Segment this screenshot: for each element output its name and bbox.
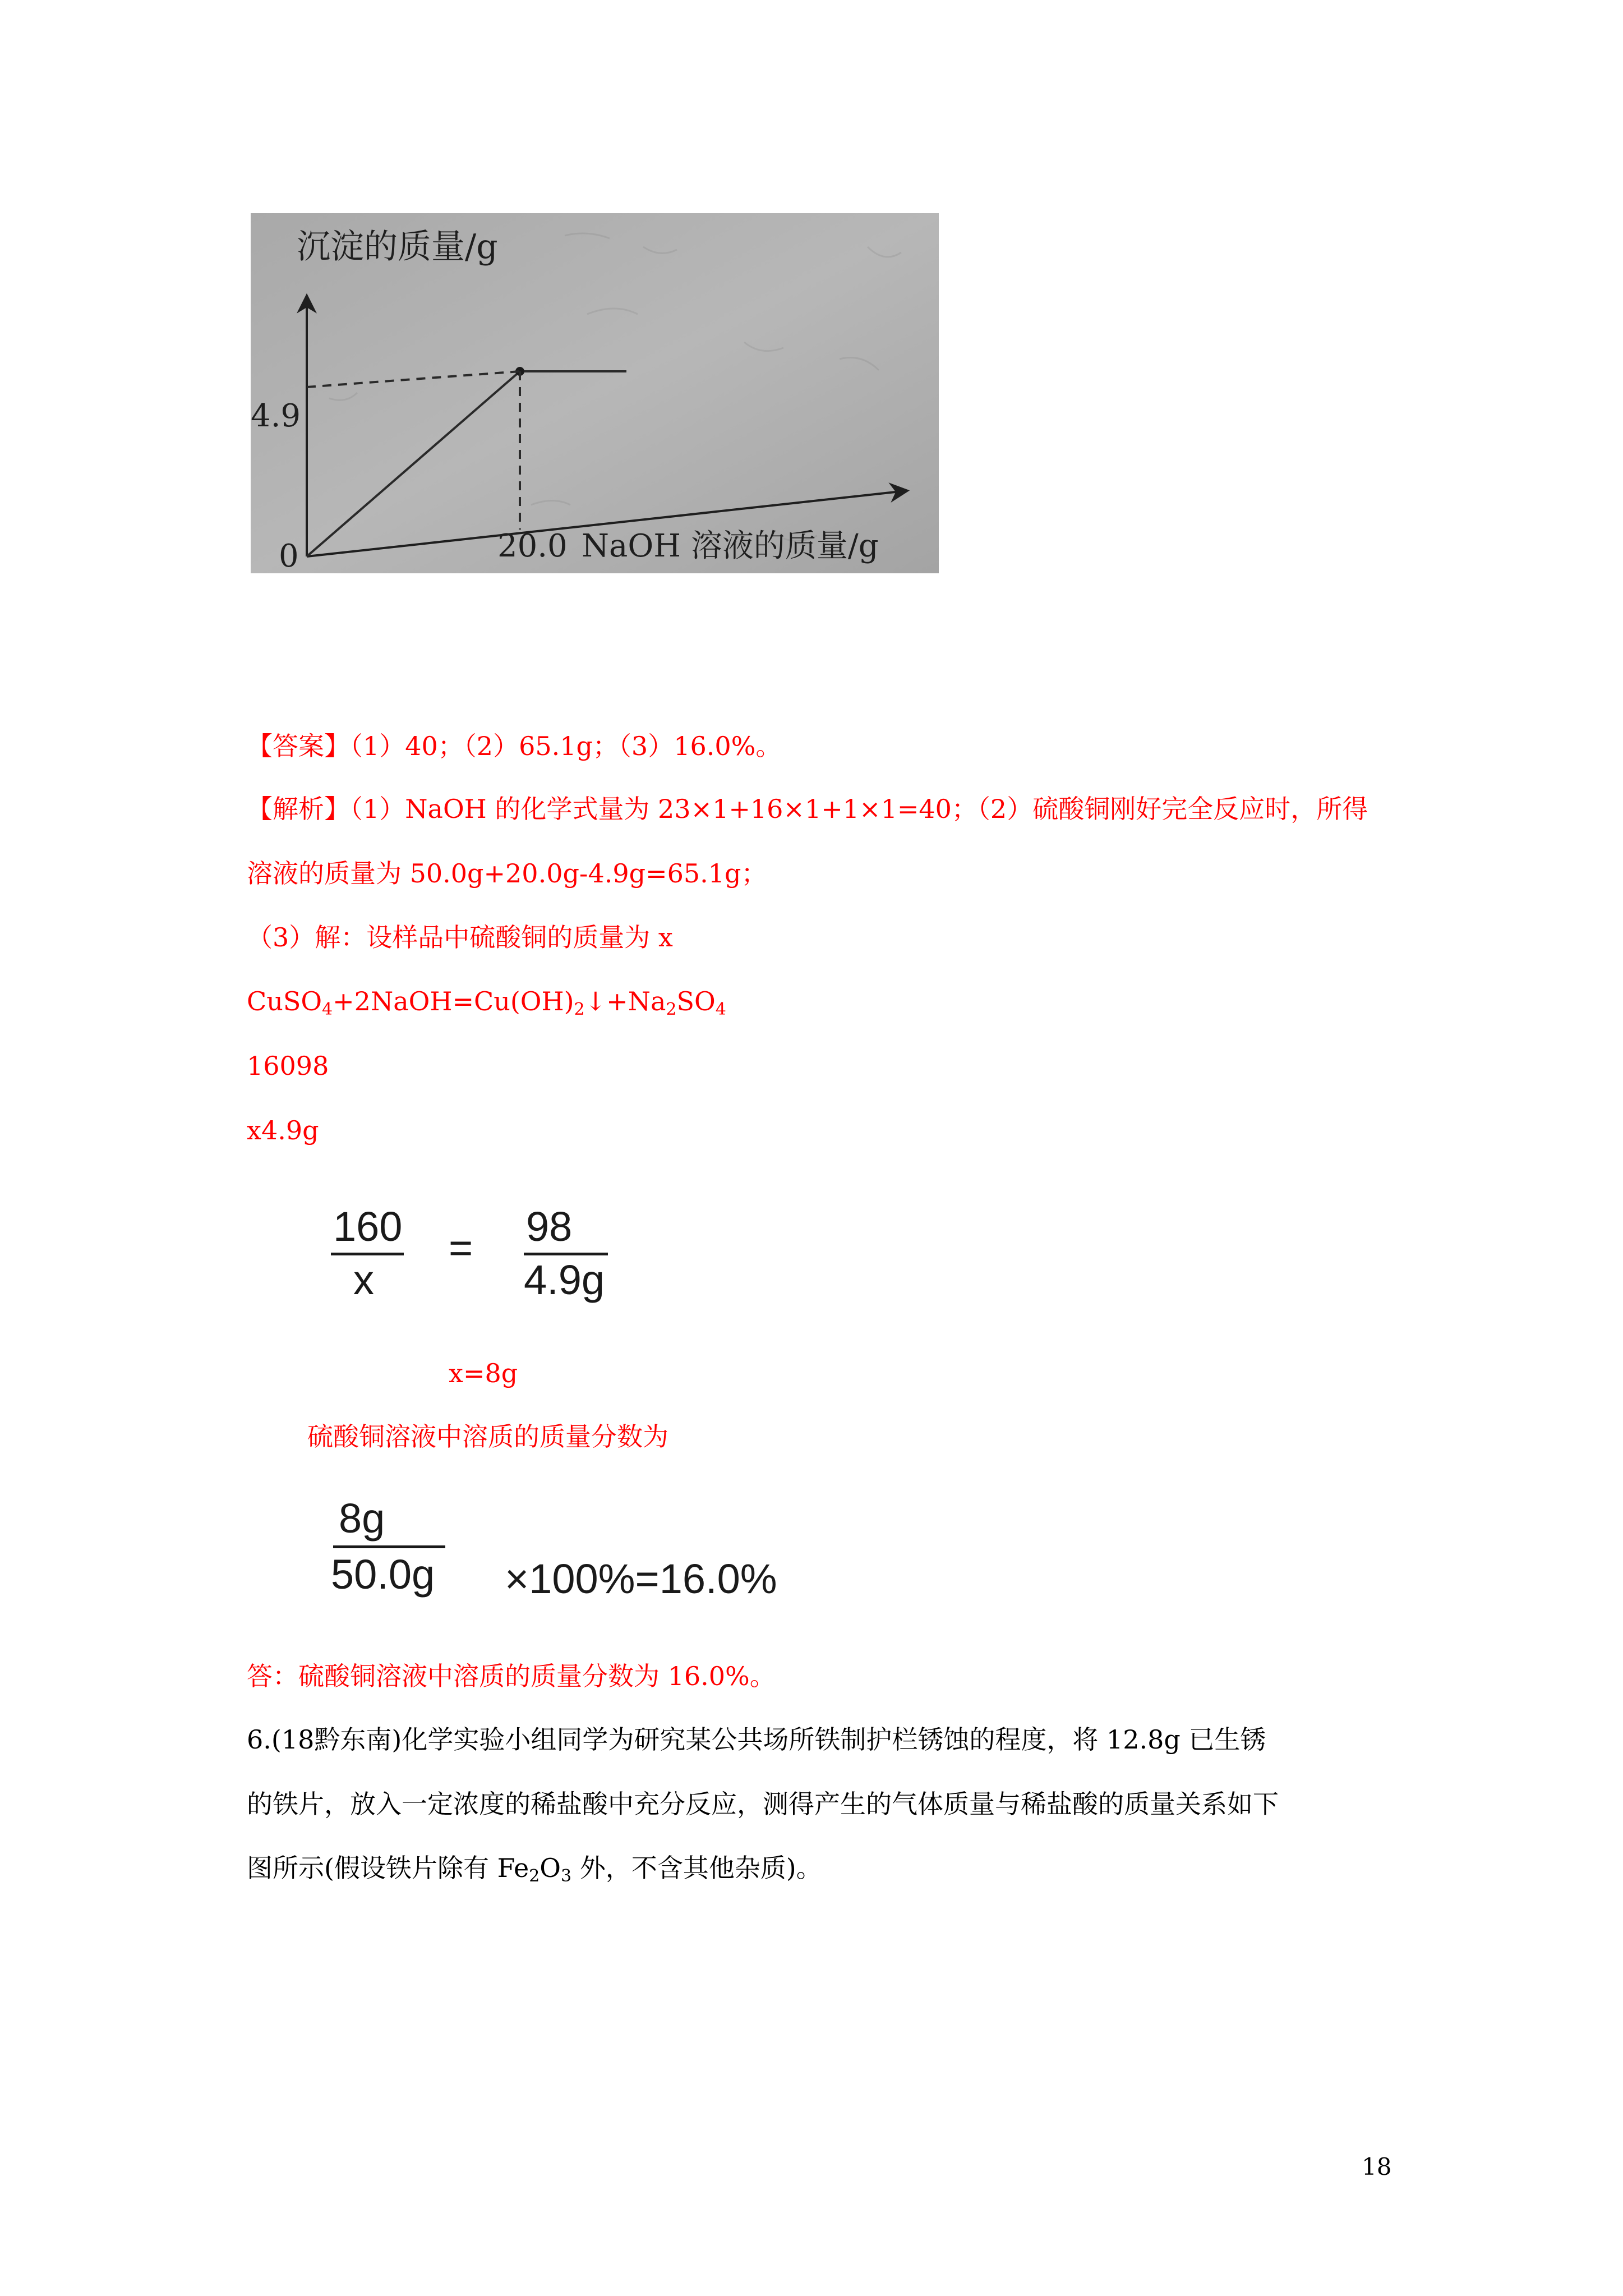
photo-background bbox=[251, 213, 939, 573]
problem-6-text-c: 外，不含其他杂质)。 bbox=[571, 1853, 822, 1883]
origin-label: 0 bbox=[279, 538, 299, 573]
problem-6-line-1: 6.(18黔东南)化学实验小组同学为研究某公共场所铁制护栏锈蚀的程度，将 12.8g 已生锈 bbox=[247, 1724, 1266, 1755]
percent-numerator: 8g bbox=[339, 1495, 385, 1542]
fraction-intro: 硫酸铜溶液中溶质的质量分数为 bbox=[307, 1421, 668, 1452]
answer-line bbox=[247, 729, 781, 763]
proportion-right-denominator: 4.9g bbox=[524, 1257, 605, 1303]
problem-6-text-a: 图所示(假设铁片除有 Fe bbox=[247, 1853, 529, 1883]
problem-6-text-b: O bbox=[540, 1853, 561, 1883]
x-result: x=8g bbox=[449, 1358, 518, 1388]
eq-sub-1: 4 bbox=[322, 1000, 333, 1019]
conclusion-line: 答：硫酸铜溶液中溶质的质量分数为 16.0%。 bbox=[247, 1661, 776, 1691]
molar-mass-ratio: 16098 bbox=[247, 1051, 329, 1081]
problem-6-line-2: 的铁片，放入一定浓度的稀盐酸中充分反应，测得产生的气体质量与稀盐酸的质量关系如下 bbox=[247, 1789, 1279, 1819]
analysis-line-1 bbox=[247, 792, 1368, 826]
page-number: 18 bbox=[1362, 2153, 1392, 2180]
precipitate-graph-photo bbox=[251, 213, 939, 573]
eq-sub-2: 2 bbox=[574, 1000, 585, 1019]
proportion-right-bar bbox=[524, 1253, 608, 1255]
answer-text: （1）40；（2）65.1g；（3）16.0%。 bbox=[350, 731, 782, 761]
analysis-tag: 【解析】 bbox=[247, 794, 350, 824]
percent-denominator: 50.0g bbox=[331, 1551, 435, 1598]
proportion-left-denominator: x bbox=[353, 1257, 374, 1303]
chemical-equation bbox=[247, 984, 726, 1027]
eq-sub-4: 4 bbox=[715, 1000, 726, 1019]
proportion-right-numerator: 98 bbox=[526, 1203, 573, 1250]
proportion-left-bar bbox=[331, 1253, 404, 1255]
percent-fraction-bar bbox=[333, 1545, 445, 1548]
percent-result: ×100%=16.0% bbox=[505, 1556, 777, 1602]
problem-6-line-3 bbox=[247, 1851, 822, 1893]
eq-part-1: CuSO bbox=[247, 986, 322, 1016]
proportion-left-numerator: 160 bbox=[333, 1203, 403, 1250]
analysis-text-1: （1）NaOH 的化学式量为 23×1+16×1+1×1=40；（2）硫酸铜刚好完全反应时，所得 bbox=[350, 794, 1368, 824]
y-tick-label: 4.9 bbox=[251, 398, 301, 434]
x-axis-label: NaOH 溶液的质量/g bbox=[582, 528, 879, 564]
eq-part-4: SO bbox=[676, 986, 716, 1016]
problem-6-sub-2: 3 bbox=[561, 1866, 572, 1886]
x-tick-label: 20.0 bbox=[497, 528, 568, 564]
y-axis-label: 沉淀的质量/g bbox=[297, 227, 498, 266]
answer-tag: 【答案】 bbox=[247, 731, 350, 761]
analysis-line-2: 溶液的质量为 50.0g+20.0g-4.9g=65.1g； bbox=[247, 858, 767, 889]
eq-part-2: +2NaOH=Cu(OH) bbox=[333, 986, 574, 1016]
mass-line: x4.9g bbox=[247, 1115, 319, 1145]
eq-part-3: ↓+Na bbox=[584, 986, 666, 1016]
eq-sub-3: 2 bbox=[666, 1000, 677, 1019]
problem-6-sub-1: 2 bbox=[529, 1866, 540, 1886]
proportion-equals: = bbox=[449, 1225, 473, 1271]
analysis-line-3: （3）解：设样品中硫酸铜的质量为 x bbox=[247, 922, 673, 953]
